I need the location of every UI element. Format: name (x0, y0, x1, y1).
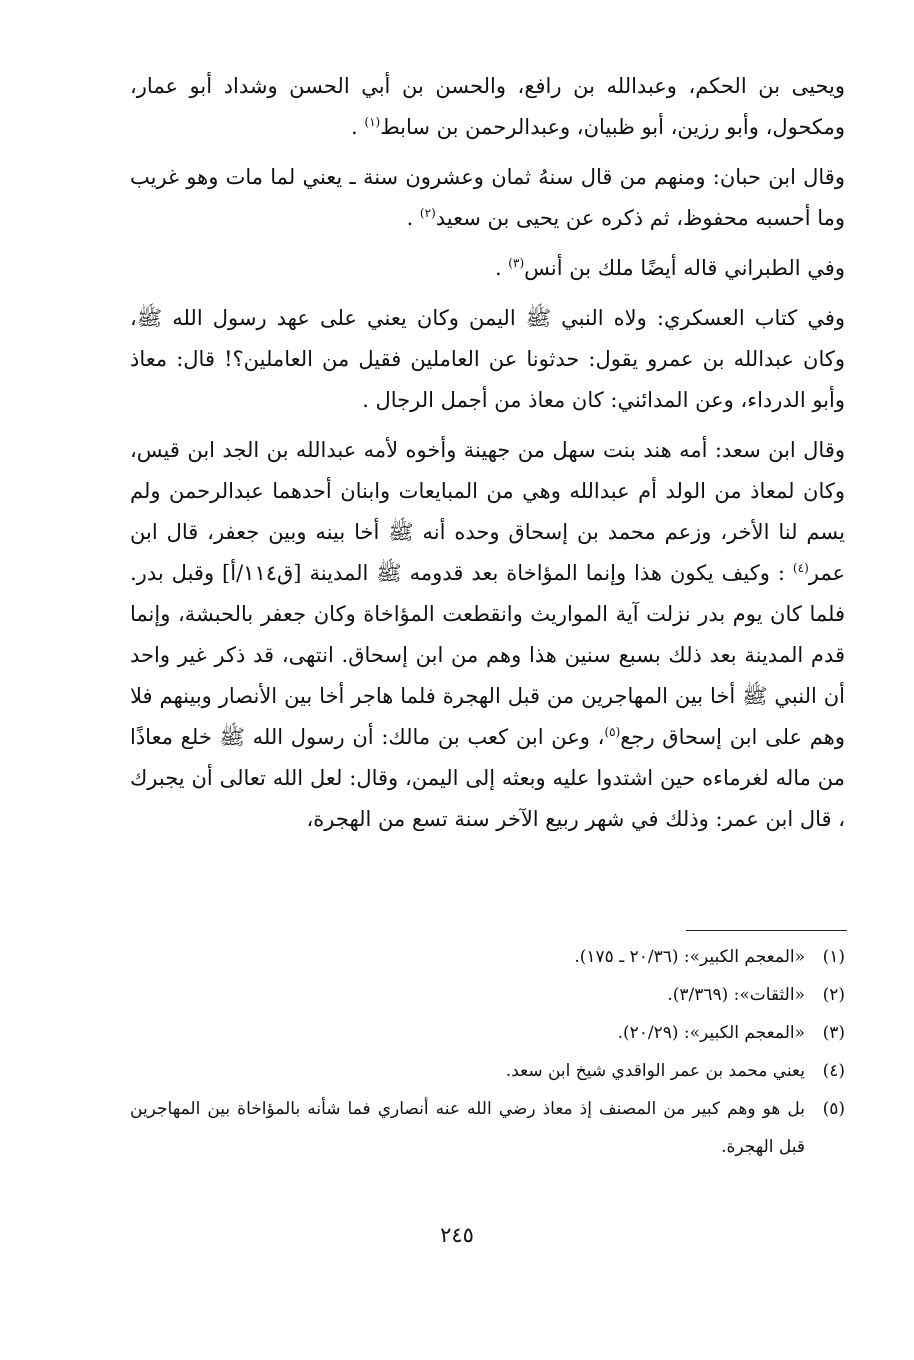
footnote-separator (686, 930, 847, 931)
footnote-ref-1[interactable]: (١) (364, 115, 381, 129)
footnote-2 (130, 976, 845, 1014)
footnote-text: يعني محمد بن عمر الواقدي شيخ ابن سعد. (505, 1061, 805, 1081)
footnote-4 (130, 1052, 845, 1090)
footnote-1 (130, 938, 845, 976)
footnote-text: «الثقات»: (٣/٣٦٩). (667, 985, 805, 1005)
paragraph-2-text: وقال ابن حبان: ومنهم من قال سنهُ ثمان وعشرون سنة ـ يعني لما مات وهو غريب وما أحسبه محفوظ، ثم ذكره عن يحيى بن سعيد (130, 165, 845, 230)
paragraph-1-text: ويحيى بن الحكم، وعبدالله بن رافع، والحسن بن أبي الحسن وشداد أبو عمار، ومكحول، وأبو رزين، أبو ظبيان، وعبدالرحمن بن سابط (130, 74, 845, 139)
paragraph-1 (130, 66, 845, 148)
paragraph-5-part-b: : وكيف يكون هذا وإنما المؤاخاة بعد قدومه ﷺ المدينة [ق١١٤/أ] وقبل بدر. فلما كان يوم بدر نزلت آية المواريث وانقطعت المؤاخاة وكان جعفر بالحبشة، وإنما قدم المدينة بعد ذلك بسبع سنين هذا وهم من ابن إسحاق. انتهى، قد ذكر غير واحد أن النبي ﷺ أخا بين المهاجرين من قبل الهجرة فلما هاجر أخا بين الأنصار وبينهم فلا وهم على ابن إسحاق رجع (130, 561, 845, 749)
paragraph-5 (130, 430, 845, 840)
footnote-number: (١) (822, 947, 845, 967)
footnote-text: «المعجم الكبير»: (٢٠/٢٩). (617, 1023, 805, 1043)
footnotes (130, 938, 845, 1166)
footnote-number: (٣) (822, 1023, 845, 1043)
footnote-5 (130, 1090, 845, 1166)
footnote-number: (٥) (822, 1099, 845, 1119)
footnote-ref-4[interactable]: (٤) (792, 561, 809, 575)
main-text (130, 66, 845, 849)
footnote-ref-2[interactable]: (٢) (419, 206, 436, 220)
paragraph-4-text: وفي كتاب العسكري: ولاه النبي ﷺ اليمن وكان يعني على عهد رسول الله ﷺ، وكان عبدالله بن عمرو يقول: حدثونا عن العاملين فقيل من العاملين؟! قال: معاذ وأبو الدرداء، وعن المدائني: كان معاذ من أجمل الرجال . (130, 306, 845, 412)
paragraph-3 (130, 248, 845, 289)
paragraph-2 (130, 157, 845, 239)
paragraph-3-text: وفي الطبراني قاله أيضًا ملك بن أنس (524, 256, 845, 280)
paragraph-5-part-c: ، وعن ابن كعب بن مالك: أن رسول الله ﷺ خلع معاذًا من ماله لغرماءه حين اشتدوا عليه وبعثه إلى اليمن، وقال: لعل الله تعالى أن يجبرك ، قال ابن عمر: وذلك في شهر ربيع الآخر سنة تسع من الهجرة، (130, 725, 845, 831)
footnote-ref-3[interactable]: (٣) (508, 256, 525, 270)
footnote-text: بل هو وهم كبير من المصنف إذ معاذ رضي الله عنه أنصاري فما شأنه بالمؤاخاة بين المهاجرين قبل الهجرة. (130, 1099, 805, 1157)
paragraph-3-end: . (494, 256, 509, 280)
paragraph-5-part-a: وقال ابن سعد: أمه هند بنت سهل من جهينة وأخوه لأمه عبدالله بن الجد ابن قيس، وكان لمعاذ من الولد أم عبدالله وهي من المبايعات وابنان أحدهما عبدالرحمن ولم يسم لنا الأخر، وزعم محمد بن إسحاق وحده أنه ﷺ أخا بينه وبين جعفر، قال ابن عمر (130, 438, 846, 585)
footnote-text: «المعجم الكبير»: (٢٠/٣٦ ـ ١٧٥). (574, 947, 805, 967)
footnote-ref-5[interactable]: (٥) (604, 725, 621, 739)
paragraph-2-end: . (406, 206, 420, 230)
paragraph-1-end: . (351, 115, 365, 139)
footnote-number: (٢) (822, 985, 845, 1005)
paragraph-4 (130, 298, 845, 421)
page-number: ٢٤٥ (440, 1223, 474, 1247)
footnote-3 (130, 1014, 845, 1052)
footnote-number: (٤) (822, 1061, 845, 1081)
